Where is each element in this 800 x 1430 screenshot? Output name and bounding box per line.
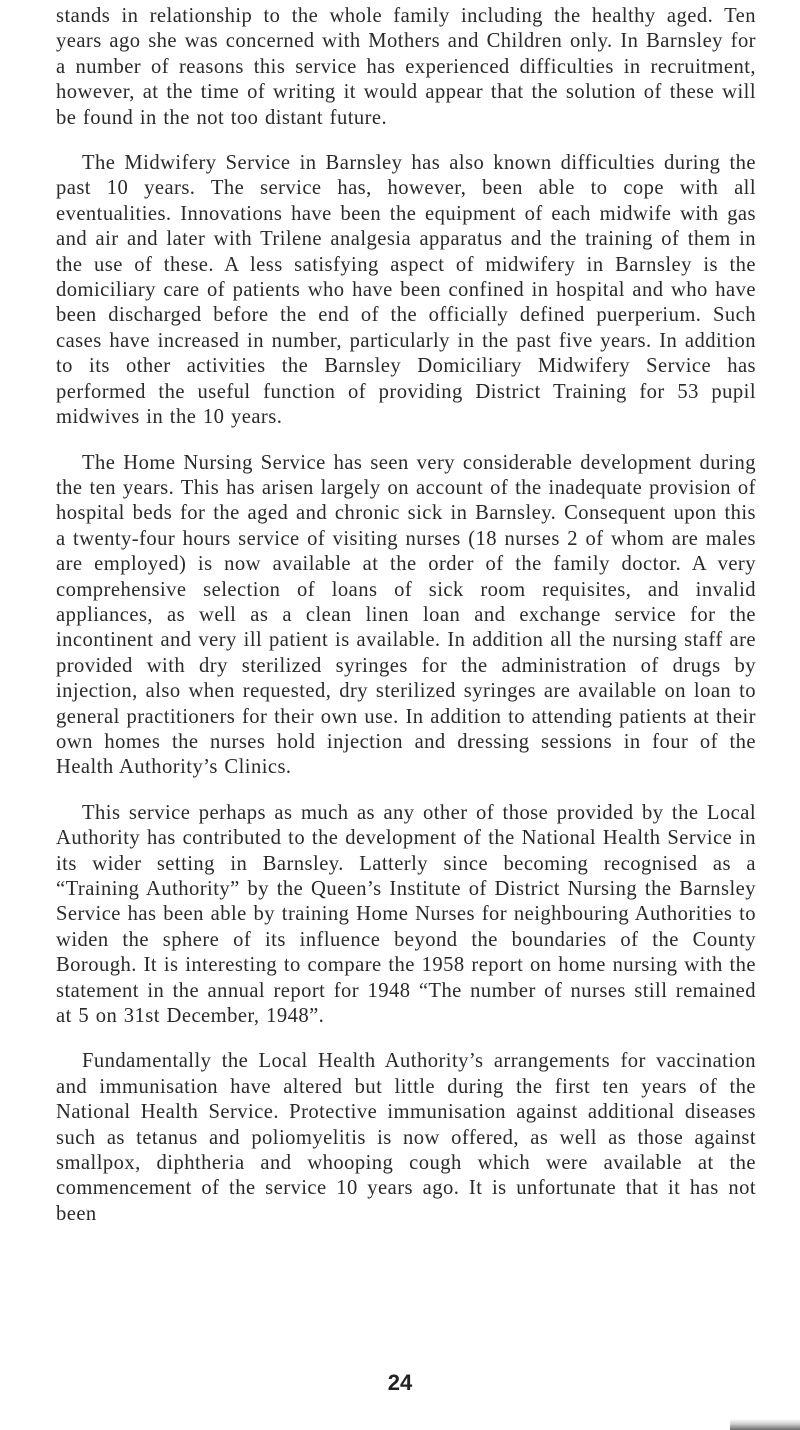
page-number: 24: [387, 1370, 413, 1395]
paragraph-continued: stands in relationship to the whole family including the healthy aged. Ten years ago she was concerned with Mothers and Children only. In Barnsley for a number of reasons this service has experienced difficulties in recruitment, however, at the time of writing it would appear that the solution of these will be found in the not too distant future.: [56, 5, 756, 129]
scan-edge-shadow: [730, 1419, 800, 1430]
paragraph-vaccination-immunisation: Fundamentally the Local Health Authority’s arrangements for vaccination and immunisation have altered but little during the first ten years of the National Health Service. Protective immunisation against additional diseases such as tetanus and poliomyelitis is now offered, as well as those against smallpox, diphtheria and whooping cough which were available at the commencement of the service 10 years ago. It is unfortunate that it has not been: [56, 1050, 756, 1225]
paragraph-midwifery-service: The Midwifery Service in Barnsley has also known difficulties during the past 10 years. The service has, however, been able to cope with all eventualities. Innovations have been the equipment of each midwife with gas and air and later with Trilene analgesia apparatus and the training of them in the use of these. A less satisfying aspect of midwifery in Barnsley is the domiciliary care of patients who have been confined in hospital and who have been discharged before the end of the officially defined puerperium. Such cases have increased in number, particularly in the past five years. In addition to its other activities the Barnsley Domiciliary Midwifery Service has performed the useful function of providing District Training for 53 pupil midwives in the 10 years.: [56, 152, 756, 429]
paragraph-home-nursing-service: The Home Nursing Service has seen very considerable development during the ten years. This has arisen largely on account of the inadequate provision of hospital beds for the aged and chronic sick in Barnsley. Consequent upon this a twenty-four hours service of visiting nurses (18 nurses 2 of whom are males are employed) is now available at the order of the family doctor. A very comprehensive selection of loans of sick room requisites, and invalid appliances, as well as a clean linen loan and exchange service for the incontinent and very ill patient is available. In addition all the nursing staff are provided with dry sterilized syringes for the administration of drugs by injection, also when requested, dry sterilized syringes are available on loan to general practitioners for their own use. In addition to attending patients at their own homes the nurses hold injection and dressing sessions in four of the Health Authority’s Clinics.: [56, 451, 756, 779]
body-text: [56, 4, 756, 1247]
paragraph-local-authority-contribution: This service perhaps as much as any other of those provided by the Local Authority has contributed to the development of the National Health Service in its wider setting in Barnsley. Latterly since becoming recognised as a “Training Authority” by the Queen’s Institute of District Nursing the Barnsley Service has been able by training Home Nurses for neighbouring Authorities to widen the sphere of its influence beyond the boundaries of the County Borough. It is interesting to compare the 1958 report on home nursing with the statement in the annual report for 1948 “The number of nurses still remained at 5 on 31st December, 1948”.: [56, 801, 756, 1028]
